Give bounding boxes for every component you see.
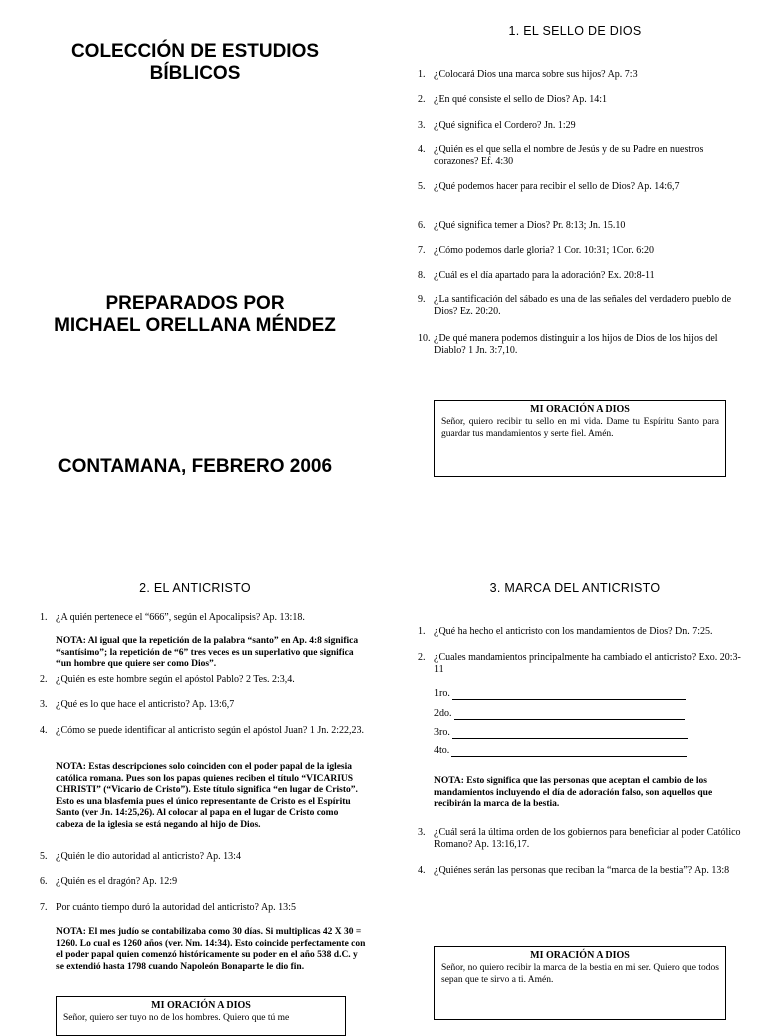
question-text: ¿Qué ha hecho el anticristo con los mandamientos de Dios? Dn. 7:25. [434,626,713,637]
blank-label: 1ro. [434,688,450,699]
question-text: ¿Quién es este hombre según el apóstol Pablo? 2 Tes. 2:3,4. [56,674,295,685]
blank-line-4 [434,745,687,757]
study2-note-2: NOTA: Estas descripciones solo coinciden con el poder papal de la iglesia católica romana. Pues son los papas quienes reciben el título “VICARIUS CHRISTI” (“Vicario de Cristo”). Este título significa “en lugar de Cristo”. Esto es una blasfemia pues el único representante de Cristo es el Espíritu Santo (ver Jn. 14:25,26). Al colocar al papa en el lugar de Cristo como cabeza de la iglesia se está negando al hijo de Dios. [56,762,358,830]
study3-title: 3. MARCA DEL ANTICRISTO [489,581,661,595]
study2-prayer-box [56,996,346,1036]
question-text: ¿Colocará Dios una marca sobre sus hijos? Ap. 7:3 [434,69,638,80]
blank-line-2 [434,708,685,720]
study2-question-6 [40,876,366,888]
question-text: ¿Quién es el que sella el nombre de Jesús y de su Padre en nuestros corazones? Ef. 4:30 [434,144,704,167]
question-number: 7. [40,902,48,913]
question-number: 2. [40,674,48,685]
prayer-title: MI ORACIÓN A DIOS [151,1000,251,1011]
cover-prepared-line1: PREPARADOS POR [105,293,285,314]
answer-line [452,728,688,739]
study1-question-1 [418,69,748,81]
study1-question-10 [418,333,748,357]
question-number: 8. [418,270,426,281]
study3-prayer-box [434,946,726,1020]
cover-prepared-line2: MICHAEL ORELLANA MÉNDEZ [54,315,336,336]
study2-title: 2. EL ANTICRISTO [139,581,251,595]
question-text: ¿La santificación del sábado es una de las señales del verdadero pueblo de Dios? Ez. 20:20. [434,294,732,317]
question-text: ¿Cuales mandamientos principalmente ha cambiado el anticristo? Exo. 20:3-11 [434,652,741,675]
question-number: 6. [418,220,426,231]
question-text: ¿A quién pertenece el “666”, según el Apocalipsis? Ap. 13:18. [56,612,305,623]
study2-question-5 [40,851,366,863]
study3-question-1 [418,626,748,638]
question-text: ¿Cuál será la última orden de los gobiernos para beneficiar al poder Católico Romano? Ap. 13:16,17. [434,827,741,850]
question-number: 5. [40,851,48,862]
answer-line [452,689,686,700]
study3-note: NOTA: Esto significa que las personas que aceptan el cambio de los mandamientos incluyendo el día de adoración falso, son aquellos que recibirán la marca de la bestia. [434,776,713,809]
study2-question-2 [40,674,366,686]
study2-question-3 [40,699,366,711]
question-number: 9. [418,294,426,305]
study1-question-2 [418,94,748,106]
study1-question-6 [418,220,748,232]
question-text: ¿Quién le dio autoridad al anticristo? Ap. 13:4 [56,851,241,862]
study3-question-2 [418,652,748,676]
question-number: 3. [418,120,426,131]
prayer-text: Señor, quiero recibir tu sello en mi vida. Dame tu Espíritu Santo para guardar tus mandamientos y serte fiel. Amén. [441,417,719,439]
study2-note-3: NOTA: El mes judío se contabilizaba como 30 días. Si multiplicas 42 X 30 = 1260. Lo cual es 1260 años (ver. Nm. 14:34). Esto coincide perfectamente con el poder papal quien comenzó históricamente su poder en el año 538 d.C. y se extendió hasta 1798 cuando Napoleón Bonaparte le dio fin. [56,927,366,972]
prayer-text: Señor, no quiero recibir la marca de la bestia en mi ser. Quiero que todos sepan que te sirvo a ti. Amén. [441,963,719,985]
study2-question-4 [40,725,366,737]
study1-question-3 [418,120,748,132]
question-number: 4. [418,144,426,155]
question-text: ¿Cómo podemos darle gloria? 1 Cor. 10:31; 1Cor. 6:20 [434,245,654,256]
question-text: ¿Quién es el dragón? Ap. 12:9 [56,876,178,887]
question-text: ¿Qué significa temer a Dios? Pr. 8:13; Jn. 15.10 [434,220,626,231]
question-text: ¿Qué es lo que hace el anticristo? Ap. 13:6,7 [56,699,235,710]
question-text: ¿Cuál es el día apartado para la adoración? Ex. 20:8-11 [434,270,655,281]
study1-prayer-box [434,400,726,477]
question-number: 7. [418,245,426,256]
question-text: ¿Quiénes serán las personas que reciban la “marca de la bestia”? Ap. 13:8 [434,865,730,876]
cover-collection-line1: COLECCIÓN DE ESTUDIOS [70,41,320,62]
blank-label: 2do. [434,708,452,719]
cover-author [20,293,370,337]
question-number: 3. [418,827,426,838]
question-number: 3. [40,699,48,710]
question-text: ¿Cómo se puede identificar al anticristo según el apóstol Juan? 1 Jn. 2:22,23. [56,725,364,736]
question-text: ¿En qué consiste el sello de Dios? Ap. 14:1 [434,94,608,105]
study2-question-1 [40,612,366,624]
prayer-title: MI ORACIÓN A DIOS [530,404,630,415]
cover-place-date: CONTAMANA, FEBRERO 2006 [57,456,333,477]
answer-line [451,746,687,757]
cover-collection-line2: BÍBLICOS [149,63,241,84]
study1-question-7 [418,245,748,257]
question-number: 2. [418,94,426,105]
question-text: Por cuánto tiempo duró la autoridad del anticristo? Ap. 13:5 [56,902,296,913]
question-number: 1. [418,69,426,80]
blank-label: 3ro. [434,727,450,738]
prayer-text: Señor, quiero ser tuyo no de los hombres. Quiero que tú me [63,1013,290,1023]
question-text: ¿Qué podemos hacer para recibir el sello de Dios? Ap. 14:6,7 [434,181,680,192]
question-number: 10. [418,333,431,344]
question-number: 2. [418,652,426,663]
study2-question-7 [40,902,366,914]
question-text: ¿Qué significa el Cordero? Jn. 1:29 [434,120,576,131]
study1-question-4 [418,144,748,168]
blank-line-1 [434,688,686,700]
study1-question-5 [418,181,748,193]
study3-question-3 [418,827,748,851]
study1-question-8 [418,270,748,282]
blank-label: 4to. [434,745,450,756]
question-number: 1. [418,626,426,637]
study1-title: 1. EL SELLO DE DIOS [508,24,642,38]
question-number: 6. [40,876,48,887]
blank-line-3 [434,727,688,739]
question-number: 1. [40,612,48,623]
study3-question-4 [418,865,748,877]
prayer-title: MI ORACIÓN A DIOS [530,950,630,961]
question-text: ¿De qué manera podemos distinguir a los hijos de Dios de los hijos del Diablo? 1 Jn. 3:7,10. [434,333,718,356]
study2-note-1: NOTA: Al igual que la repetición de la palabra “santo” en Ap. 4:8 significa “santísimo”; la repetición de “6” tres veces es un superlativo que significa “un hombre que quiere ser como Dios”. [56,636,359,669]
cover-collection-title [40,41,350,85]
answer-line [454,709,685,720]
question-number: 4. [418,865,426,876]
study1-question-9 [418,294,748,318]
question-number: 4. [40,725,48,736]
question-number: 5. [418,181,426,192]
